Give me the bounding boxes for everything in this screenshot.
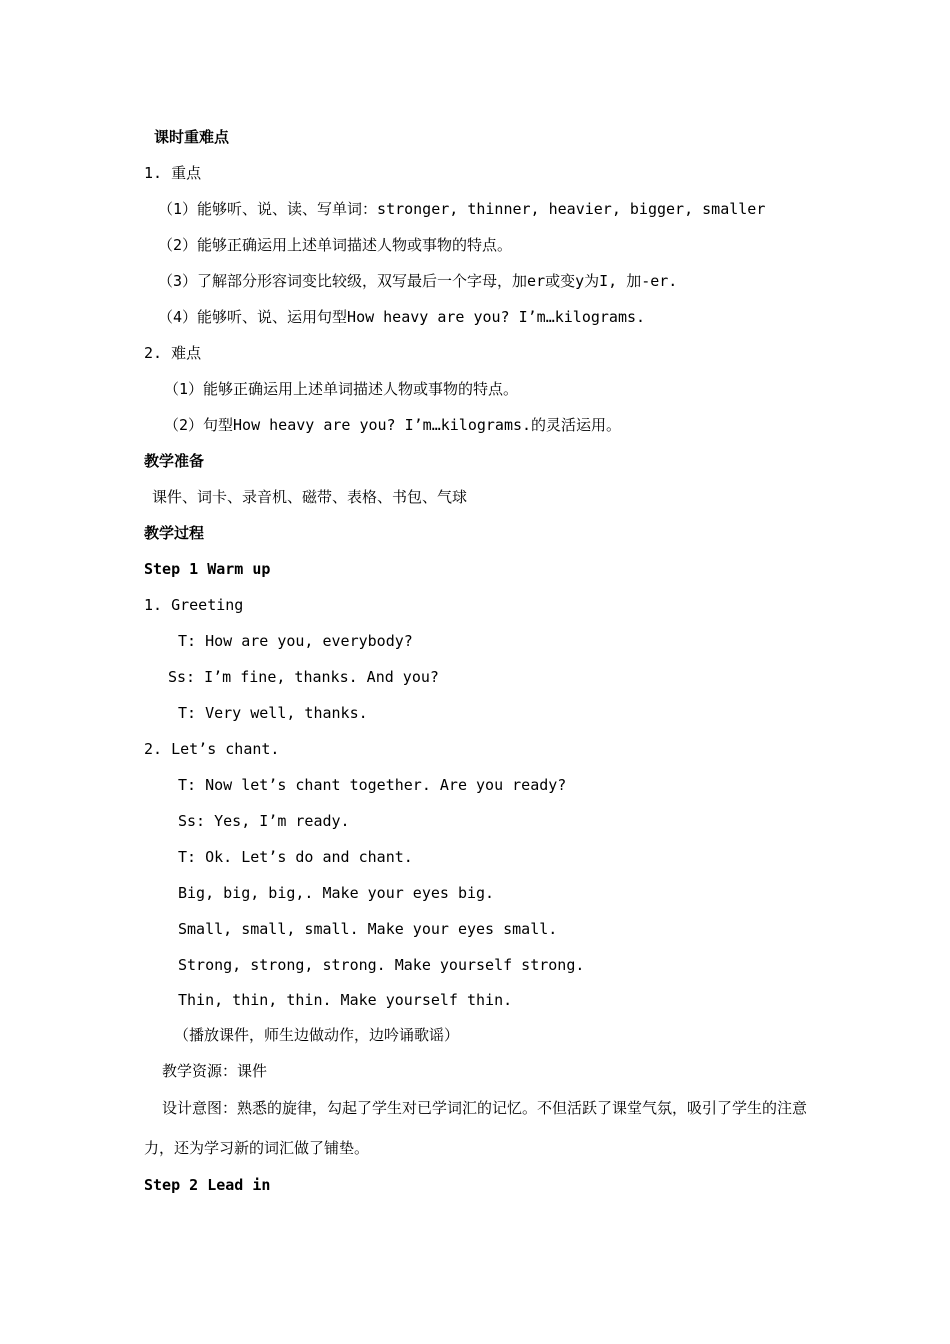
key-point-item: （3）了解部分形容词变比较级，双写最后一个字母，加er或变y为I, 加-er. xyxy=(158,272,678,290)
key-point-item: （2）能够正确运用上述单词描述人物或事物的特点。 xyxy=(158,236,513,254)
dialogue-line: T: How are you, everybody? xyxy=(178,632,413,650)
chant-line: Big, big, big,. Make your eyes big. xyxy=(178,884,495,902)
step2-title: Step 2 Lead in xyxy=(144,1176,271,1194)
chant-line: T: Now let’s chant together. Are you ready? xyxy=(178,776,567,794)
chant-label: 2. Let’s chant. xyxy=(144,740,280,758)
hard-point-item: （1）能够正确运用上述单词描述人物或事物的特点。 xyxy=(164,380,519,398)
chant-line: Strong, strong, strong. Make yourself strong. xyxy=(178,956,585,974)
dialogue-line: T: Very well, thanks. xyxy=(178,704,368,722)
process-heading: 教学过程 xyxy=(144,524,205,542)
chant-note: （播放课件，师生边做动作，边吟诵歌谣） xyxy=(174,1026,460,1044)
key-point-item: （4）能够听、说、运用句型How heavy are you? I’m…kilograms. xyxy=(158,308,646,326)
key-point-item: （1）能够听、说、读、写单词：stronger, thinner, heavier, bigger, smaller xyxy=(158,200,766,218)
prep-text: 课件、词卡、录音机、磁带、表格、书包、气球 xyxy=(152,488,468,506)
hard-point-item: （2）句型How heavy are you? I’m…kilograms.的灵活运用。 xyxy=(164,416,622,434)
chant-line: Ss: Yes, I’m ready. xyxy=(178,812,350,830)
chant-line: Thin, thin, thin. Make yourself thin. xyxy=(178,991,513,1009)
hard-points-label: 2. 难点 xyxy=(144,344,202,362)
chant-line: Small, small, small. Make your eyes small. xyxy=(178,920,558,938)
key-points-label: 1. 重点 xyxy=(144,164,202,182)
prep-heading: 教学准备 xyxy=(144,452,205,470)
chant-line: T: Ok. Let’s do and chant. xyxy=(178,848,413,866)
dialogue-line: Ss: I’m fine, thanks. And you? xyxy=(168,668,439,686)
teaching-resource: 教学资源：课件 xyxy=(162,1062,268,1080)
difficulty-heading: 课时重难点 xyxy=(154,128,230,146)
design-intent: 设计意图：熟悉的旋律，勾起了学生对已学词汇的记忆。不但活跃了课堂气氛，吸引了学生的注意力，还为学习新的词汇做了铺垫。 xyxy=(144,1099,808,1157)
greeting-label: 1. Greeting xyxy=(144,596,244,614)
step1-title: Step 1 Warm up xyxy=(144,560,271,578)
